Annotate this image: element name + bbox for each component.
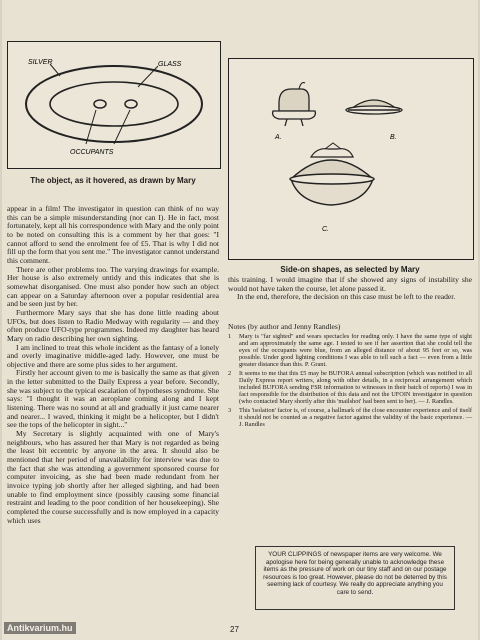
- note-item: [228, 370, 472, 406]
- label-occupants: OCCUPANTS: [70, 149, 114, 156]
- note-text: This 'isolation' factor is, of course, a hallmark of the close encounter experience and of itself it should not be counted as a negative factor against the validity of the basic experience. — J. Randles: [239, 406, 472, 429]
- label-silver: SILVER: [28, 59, 53, 66]
- magazine-page: [2, 0, 478, 640]
- paragraph: My Secretary is slightly acquainted with one of Mary's neighbours, who has assured her that Mary is not regarded as being the least bit eccentric by anyone in the area. It should also be mentioned that her period of unavailability for interview was due to the fact that she was attending a government sponsored course for computer invoicing, as she had been made redundant from her invoice typing job shortly after her alleged sighting, and had been unable to find employment since (possibly causing some financial restraint and leading to the poor condition of her housekeeping). She completed the course successfully and is now employed in a capacity which uses: [7, 429, 219, 525]
- article-left-column: [7, 205, 219, 525]
- paragraph: Furthermore Mary says that she has done little reading about UFOs, but does listen to Radio Medway with regularity — and they often produce UFO-type programmes. Indeed my daughter has heard Mary on radio describing her own sighting.: [7, 307, 219, 343]
- figure-side-shapes: [228, 58, 474, 260]
- note-number: 1: [228, 332, 232, 340]
- note-number: 2: [228, 369, 232, 377]
- notes-heading: Notes (by author and Jenny Randles): [228, 322, 341, 331]
- note-text: Mary is "far sighted" and wears spectacles for reading only. I have the same type of sight and am approximately the same age. I tested to see if her assertion that she could tell the eyes of the occupants were blue, from an alleged distance of about 95 feet or so, was possible. Under good lighting conditions I was able to tell such a fact — even from a little greater distance than this. P. Grant.: [239, 332, 472, 369]
- paragraph: I am inclined to treat this whole incident as the fantasy of a lonely and overly imaginative middle-aged lady. However, one must be objective and there are some plus sides to her argument.: [7, 342, 219, 369]
- notes-section: [228, 323, 472, 429]
- watermark: Antikvarium.hu: [4, 622, 76, 634]
- ufo-side-shapes-drawing: [229, 59, 473, 259]
- clippings-notice-box: YOUR CLIPPINGS of newspaper items are very welcome. We apologise here for being generally unable to acknowledge these items as the pressure of work on our tiny staff and on our postage resources is too great. However, please do not be deterred by this seeming lack of courtesy. We really do appreciate anything you care to send.: [255, 546, 455, 610]
- figure-object-drawing: [7, 41, 221, 169]
- note-text: It seems to me that this £5 may be BUFORA annual subscription (which was notified to all Daily Express report writers, along with other details, in a reciprocal arrangement which included BUFORA sending FSR information to witnesses in their batch of reports) I was in fact responsible for the distribution of this data and not the UFOIN investigator in question (who contacted Mary shortly after this 'mailshot' had been sent to her). — J. Randles.: [239, 369, 472, 406]
- label-shape-c: C.: [322, 226, 329, 233]
- page-number: 27: [230, 625, 239, 634]
- paragraph: Firstly her account given to me is basically the same as that given in the letter submitted to the Daily Express a year before. Secondly, she was subject to the typical escalation of hypotheses syndrome. She says: "I thought it was an aeroplane coming along and I kept listening. There was no sound at all and gradually it just came nearer and nearer... I waved, thinking it might be a helicopter, but I didn't see the tops of the helicopter in sight...": [7, 368, 219, 430]
- label-glass: GLASS: [158, 61, 182, 68]
- article-right-column: [228, 276, 472, 302]
- paragraph: There are other problems too. The varying drawings for example. Her house is also extremely untidy and this indicates that she is somewhat disorganised. One must also ponder how such an object can appear on a Saturday afternoon over a popular residential area and be seen just by her.: [7, 264, 219, 309]
- paragraph: In the end, therefore, the decision on this case must be left to the reader.: [237, 292, 456, 302]
- note-item: [228, 333, 472, 369]
- figure-left-caption: The object, as it hovered, as drawn by Mary: [30, 176, 196, 185]
- ufo-top-view-drawing: [8, 42, 220, 168]
- paragraph: appear in a film! The investigator in question can think of no way this can be a simple misunderstanding (nor can I). He in fact, most fortunately, kept all his correspondence with Mary and the only point to be noted on consulting this is a comment by her that goes: "I cannot afford to send the enrolment fee of £5. That is why I did not fill up the form that you sent me." The investigator cannot understand this comment.: [7, 204, 219, 265]
- label-shape-b: B.: [390, 134, 397, 141]
- paragraph: this training. I would imagine that if she showed any signs of instability she would not have taken the course, let alone passed it.: [228, 275, 472, 293]
- label-shape-a: A.: [275, 134, 282, 141]
- figure-right-caption: Side-on shapes, as selected by Mary: [280, 265, 420, 274]
- note-number: 3: [228, 406, 232, 414]
- note-item: [228, 407, 472, 429]
